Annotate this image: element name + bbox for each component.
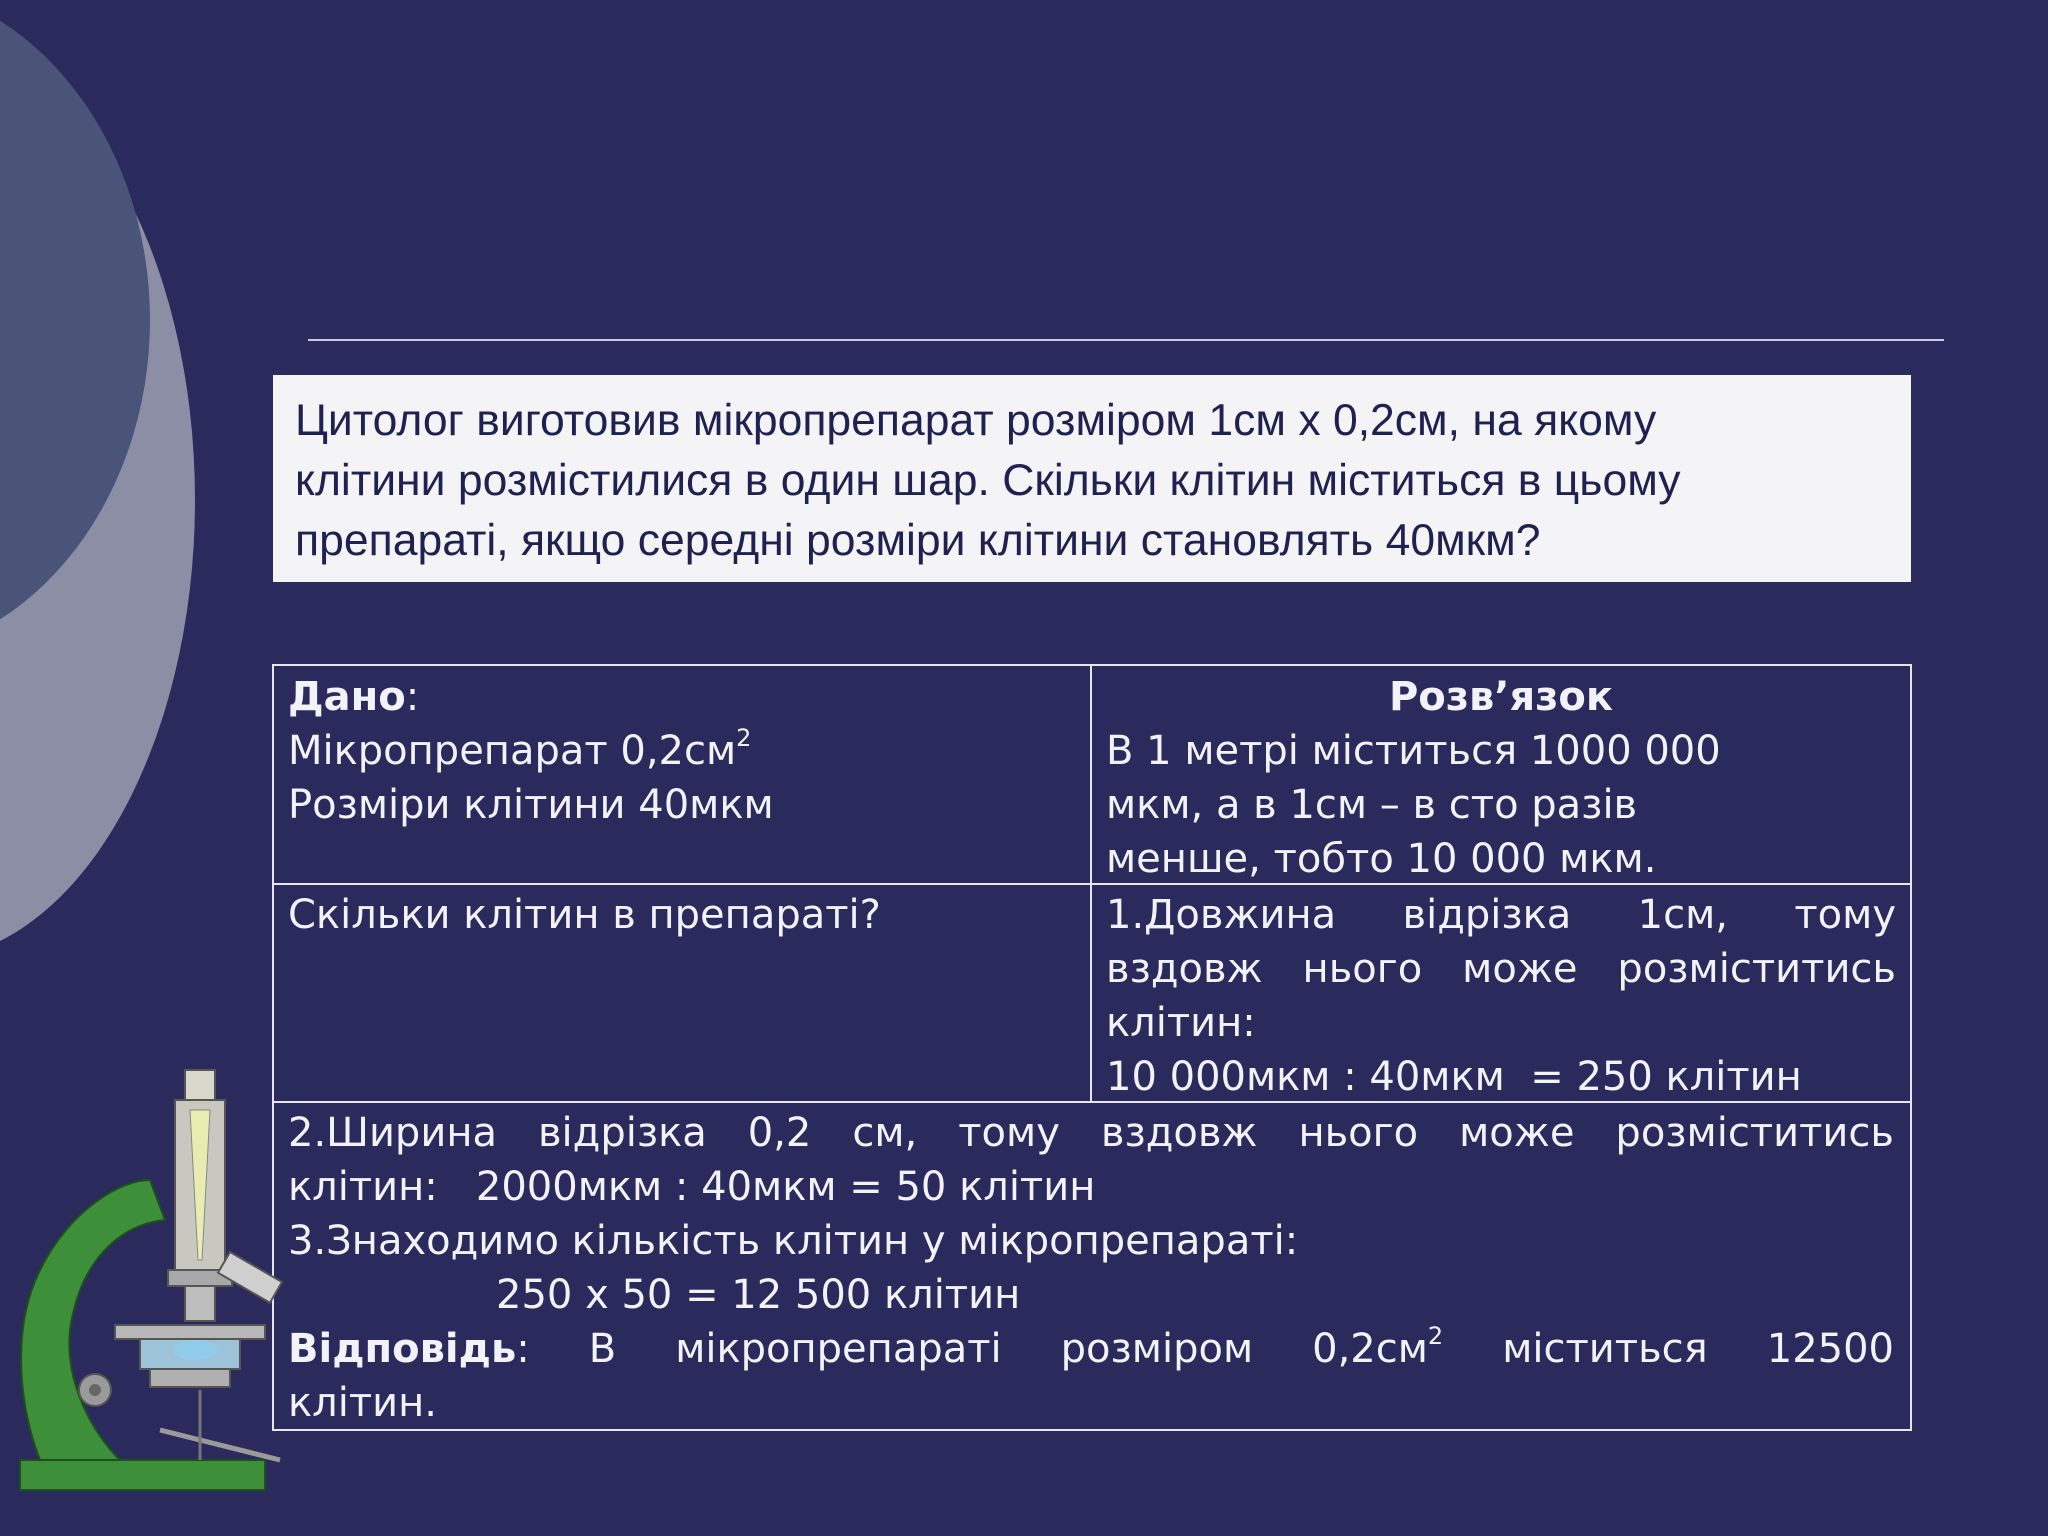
answer-text-end: міститься 12500 bbox=[1443, 1326, 1894, 1372]
problem-line: Цитолог виготовив мікропрепарат розміром 1см х 0,2см, на якому bbox=[295, 396, 1657, 445]
microscope-illustration bbox=[0, 1030, 300, 1536]
answer-label: Відповідь bbox=[288, 1326, 517, 1372]
step2-line: клітин: 2000мкм : 40мкм = 50 клітин bbox=[288, 1164, 1096, 1210]
solution-cell bbox=[1106, 670, 1896, 886]
step1-result: 10 000мкм : 40мкм = 250 клітин bbox=[1106, 1054, 1802, 1100]
solution-table bbox=[272, 664, 1912, 1431]
answer-exponent: 2 bbox=[1427, 1322, 1444, 1350]
solution-intro-line: мкм, а в 1см – в сто разів bbox=[1106, 782, 1638, 828]
step1-line: 1.Довжина відрізка 1см, тому bbox=[1106, 892, 1896, 938]
step1-line: клітин: bbox=[1106, 1000, 1256, 1046]
problem-line: клітини розмістилися в один шар. Скільки клітин міститься в цьому bbox=[295, 456, 1681, 505]
answer-text: : В мікропрепараті розміром 0,2см bbox=[516, 1326, 1428, 1372]
step3-result: 250 х 50 = 12 500 клітин bbox=[496, 1272, 1021, 1318]
answer-line-2: клітин. bbox=[288, 1380, 438, 1426]
find-cell bbox=[288, 888, 1078, 942]
solution-intro-line: менше, тобто 10 000 мкм. bbox=[1106, 836, 1657, 882]
given-label: Дано bbox=[288, 674, 406, 720]
step1-cell bbox=[1106, 888, 1896, 1104]
given-cell bbox=[288, 670, 1078, 832]
step3-line: 3.Знаходимо кількість клітин у мікропрепараті: bbox=[288, 1218, 1299, 1264]
step2-line: 2.Ширина відрізка 0,2 см, тому вздовж нього може розміститись bbox=[288, 1110, 1894, 1156]
given-slide-area: Мікропрепарат 0,2см bbox=[288, 728, 737, 774]
step1-line: вздовж нього може розміститись bbox=[1106, 946, 1896, 992]
problem-line: препараті, якщо середні розміри клітини становлять 40мкм? bbox=[295, 516, 1541, 565]
steps-cell bbox=[288, 1106, 1894, 1430]
given-cell-size: Розміри клітини 40мкм bbox=[288, 782, 774, 828]
find-question: Скільки клітин в препараті? bbox=[288, 892, 881, 938]
solution-header: Розв’язок bbox=[1388, 674, 1614, 720]
given-colon: : bbox=[405, 674, 420, 720]
problem-statement bbox=[273, 375, 1911, 582]
given-slide-area-exponent: 2 bbox=[736, 724, 752, 752]
title-divider bbox=[308, 339, 1944, 341]
solution-intro-line: В 1 метрі міститься 1000 000 bbox=[1106, 728, 1721, 774]
answer-line bbox=[288, 1322, 1894, 1376]
